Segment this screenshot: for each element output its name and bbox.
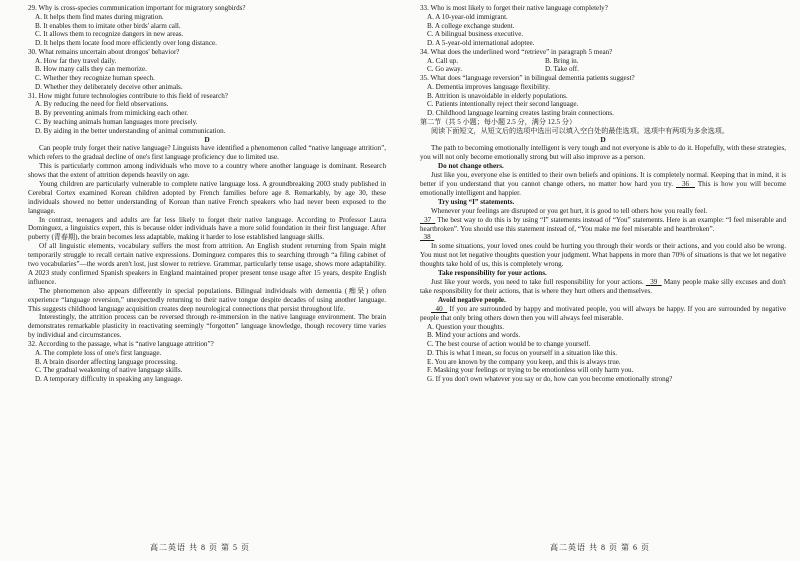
page-footer: 高二英语 共 8 页 第 6 页 — [550, 543, 650, 552]
passage-paragraph — [420, 171, 786, 198]
option-d: D. It helps them locate food more efficiently over long distance. — [35, 39, 217, 47]
paragraph-text: Many people make silly excuses and don't take responsibility for their actions, that is where they hurt others and themselves. — [420, 278, 787, 295]
option-d: D. Childhood language learning creates lasting brain connections. — [427, 109, 614, 117]
passage-paragraph: The phenomenon also appears differently in special populations. Bilingual individuals with dementia (痴呆) often experience “language reversion,” unexpectedly returning to their native tongue despite decades of using another language. This suggests childhood language acquisition creates deep neurological connections that persist throughout life. — [28, 286, 386, 313]
passage-paragraph: Young children are particularly vulnerable to complete native language loss. A groundbreaking 2003 study published in Cerebral Cortex examined Korean children adopted by French families before age 8. Remarkably, by age 30, these individuals showed no better understanding of Korean than native French speakers who had never been exposed to the language. — [28, 179, 386, 215]
option-d: D. A temporary difficulty in speaking any language. — [35, 375, 183, 384]
option-row — [420, 57, 786, 66]
question-stem: 29. Why is cross-species communication important for migratory songbirds? — [28, 4, 246, 12]
passage-paragraph — [420, 216, 786, 234]
choice-d: D. This is what I mean, so focus on yourself in a situation like this. — [427, 348, 617, 357]
passage-paragraph: Of all linguistic elements, vocabulary suffers the most from attrition. An English student returning from Spain might temporarily struggle to recall certain native expressions. Dominguez compares this to searching through “a filing cabinet of two vocabularies”—the words aren't lost, just slower to retrieve. Grammar, particularly tense usage, shows more adaptability. A 2023 study confirmed Spanish speakers in England maintained proper present tense usage after 15 years, despite English influence. — [28, 242, 386, 286]
question-stem: 30. What remains uncertain about drongos' behavior? — [28, 47, 180, 56]
answer-choices — [420, 323, 786, 384]
question-35 — [420, 74, 786, 118]
passage-title: D — [204, 135, 210, 145]
choice-b: B. Mind your actions and words. — [427, 331, 521, 340]
question-32 — [28, 340, 386, 384]
subheading: Do not change others. — [438, 162, 504, 171]
choice-c: C. The best course of action would be to change yourself. — [427, 340, 591, 349]
option-a: A. Dementia improves language flexibility. — [427, 82, 550, 91]
paragraph-text: If you are surrounded by happy and motivated people, you will always be happy. If you are surrounded by negative people that only bring others down then you will always feel miserable. — [420, 304, 787, 322]
question-stem: 32. According to the passage, what is “native language attrition”? — [28, 340, 214, 349]
option-b: B. Bring in. — [545, 56, 579, 65]
option-c: C. By teaching animals human languages more precisely. — [35, 117, 198, 126]
passage-paragraph: Whenever your feelings are disrupted or you get hurt, it is good to tell others how you really feel. — [431, 206, 708, 215]
subheading: Take responsibility for your actions. — [438, 269, 547, 278]
paragraph-text: Just like your words, you need to take full responsibility for your actions. — [431, 278, 644, 286]
blank-40[interactable] — [431, 305, 447, 313]
paragraph-text: Just like you, everyone else is entitled to their own beliefs and opinions. It is completely normal. Keeping that in mind, it is better if you understand that you cannot change others, no matter how hard you try. — [420, 171, 786, 189]
question-stem: 35. What does “language reversion” in bilingual dementia patients suggest? — [420, 74, 635, 82]
option-a: A. Call up. — [427, 56, 459, 65]
blank-38[interactable] — [420, 233, 434, 241]
blank-number: 38 — [423, 233, 431, 242]
question-30 — [28, 48, 386, 92]
passage-paragraph: Can people truly forget their native language? Linguists have identified a phenomenon called “native language attrition”, which refers to the gradual decline of one's first language proficiency due to limited use. — [28, 144, 386, 162]
passage-paragraph: In contrast, teenagers and adults are far less likely to forget their native language. According to Professor Laura Dominguez, a linguistics expert, this is because older individuals have a more solid foundation in their first language. After puberty (青春期), the brain becomes less adaptable, making it harder to lose established language skills. — [28, 215, 386, 242]
option-b: B. A brain disorder affecting language processing. — [35, 357, 178, 366]
blank-39[interactable] — [646, 278, 662, 286]
blank-36[interactable] — [676, 180, 695, 188]
option-b: B. By preventing animals from mimicking each other. — [35, 109, 189, 117]
option-c: C. Patients intentionally reject their second language. — [427, 100, 579, 109]
option-b: B. How many calls they can memorize. — [35, 65, 147, 74]
option-d: D. Whether they deliberately deceive other animals. — [35, 82, 183, 91]
option-c: C. The gradual weakening of native language skills. — [35, 366, 183, 375]
choice-f: F. Masking your feelings or trying to be emotionless will only harm you. — [427, 366, 634, 375]
choice-g: G. If you don't own whatever you say or do, how can you become emotionally strong? — [427, 375, 673, 384]
option-a: A. By reducing the need for field observations. — [35, 100, 169, 109]
blank-number: 40 — [435, 304, 443, 313]
subheading: Try using “I” statements. — [438, 197, 515, 206]
option-a: A. The complete loss of one's first language. — [35, 348, 162, 357]
option-c: C. A bilingual business executive. — [427, 30, 524, 39]
passage-paragraph — [420, 278, 786, 296]
question-31 — [28, 92, 386, 136]
option-d: D. A 5-year-old international adoptee. — [427, 39, 535, 47]
blank-number: 39 — [650, 278, 658, 286]
blank-37[interactable] — [420, 216, 435, 224]
option-b: B. It enables them to imitate other birds' alarm call. — [35, 21, 181, 30]
passage-paragraph: Interestingly, the attrition process can be reversed through re-immersion in the native language environment. The brain demonstrates remarkable plasticity in reactivating seemingly “forgotten” language knowledge, though recovery time varies by individual and circumstances. — [28, 313, 386, 340]
question-29 — [28, 4, 386, 48]
option-b: B. Attrition is unavoidable in elderly populations. — [427, 91, 568, 100]
page-footer: 高二英语 共 8 页 第 5 页 — [150, 543, 250, 552]
section-header: 第二节（共 5 小题；每小题 2.5 分，满分 12.5 分） — [420, 117, 577, 126]
option-row — [420, 65, 786, 74]
option-d: D. Take off. — [545, 65, 579, 74]
question-stem: 34. What does the underlined word “retrieve” in paragraph 5 mean? — [420, 47, 613, 56]
blank-line — [420, 233, 786, 242]
right-page — [400, 0, 800, 561]
option-c: C. It allows them to recognize dangers in new areas. — [35, 30, 184, 39]
passage-paragraph — [420, 305, 786, 323]
option-a: A. A 10-year-old immigrant. — [427, 12, 508, 21]
passage-paragraph: This is particularly common among individuals who move to a country where another language is dominant. Research shows that the extent of attrition depends heavily on age. — [28, 162, 386, 179]
paragraph-text: The best way to do this is by using “I” statements instead of “You” statements. Here is an example: “I feel miserable and heartbroken”. You should use this statement instead of, “You make me feel miserable and heartbroken”. — [420, 215, 787, 233]
option-b: B. A college exchange student. — [427, 21, 515, 30]
passage-paragraph: In some situations, your loved ones could be hurting you through their words or their actions, and you could also be wrong. You must not let negative thoughts question your judgment. What happens in more than 70% of situations is that we let negative thoughts take hold of us, this is completely wrong. — [420, 242, 786, 269]
option-c: C. Go away. — [427, 65, 463, 74]
option-a: A. It helps them find mates during migration. — [35, 12, 164, 21]
choice-a: A. Question your thoughts. — [427, 322, 505, 331]
option-a: A. How far they travel daily. — [35, 56, 117, 65]
section-instructions: 阅读下面短文，从短文后的选项中选出可以填入空白处的最佳选项。选项中有两项为多余选项。 — [431, 126, 729, 135]
blank-number: 36 — [681, 180, 690, 189]
option-d: D. By aiding in the better understanding of animal communication. — [35, 126, 226, 135]
intro-paragraph: The path to becoming emotionally intelligent is very tough and not everyone is able to do it. Hopefully, with these strategies, you will not only become emotionally strong but will also improve as a person. — [420, 144, 786, 162]
blank-number: 37 — [424, 215, 432, 224]
passage-title: D — [600, 135, 606, 145]
question-stem: 31. How might future technologies contribute to this field of research? — [28, 91, 228, 100]
question-stem: 33. Who is most likely to forget their native language completely? — [420, 4, 608, 12]
question-33 — [420, 4, 786, 48]
paragraph-text: This is how you will become emotionally intelligent and happier. — [420, 180, 786, 197]
option-c: C. Whether they recognize human speech. — [35, 74, 155, 82]
choice-e: E. You are known by the company you keep, and this is always true. — [427, 357, 621, 366]
subheading: Avoid negative people. — [438, 295, 506, 304]
question-34 — [420, 48, 786, 74]
